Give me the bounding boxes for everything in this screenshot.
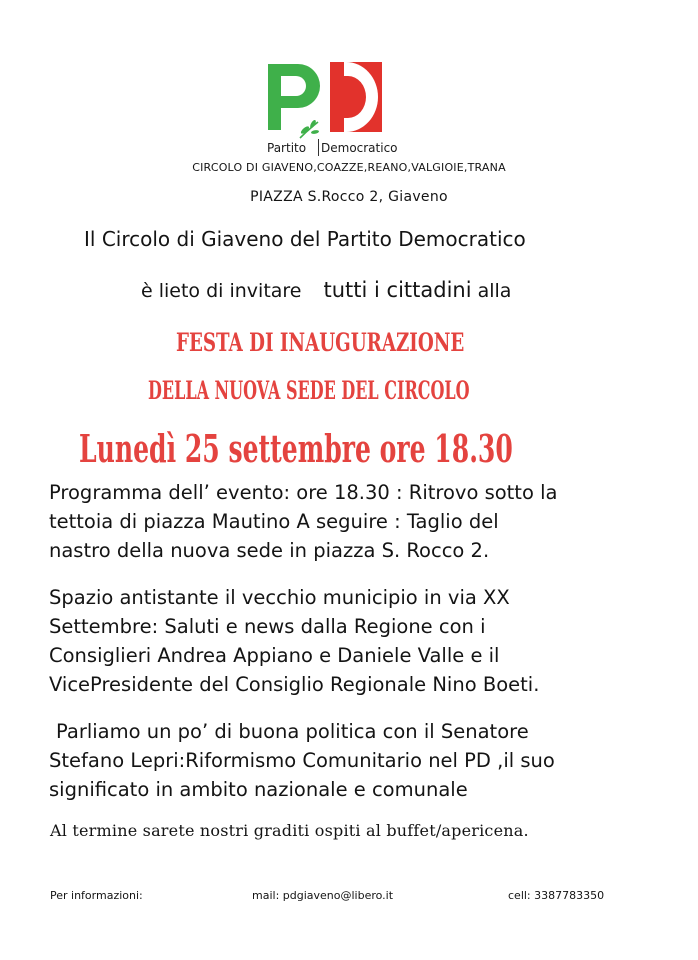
event-date: Lunedì 25 settembre ore 18.30	[79, 426, 513, 471]
footer-mail: mail: pdgiaveno@libero.it	[252, 889, 394, 902]
text-line: Stefano Lepri:Riformismo Comunitario nel PD ,il suo	[49, 749, 555, 772]
text-line: Programma dell’ evento: ore 18.30 : Ritrovo sotto la	[49, 481, 558, 504]
invitation-line-1: Il Circolo di Giaveno del Partito Democratico	[84, 227, 526, 251]
text-line: nastro della nuova sede in piazza S. Rocco 2.	[49, 539, 490, 562]
program-paragraph-2	[49, 583, 539, 699]
text-line: significato in ambito nazionale e comunale	[49, 778, 468, 801]
invitation-line-2	[141, 278, 511, 302]
logo-partito: Partito	[267, 141, 307, 155]
text-line: tettoia di piazza Mautino A seguire : Taglio del	[49, 510, 499, 533]
text-line: Spazio antistante il vecchio municipio in via XX	[49, 586, 510, 609]
footer-cell: cell: 3387783350	[508, 889, 605, 902]
logo-democratico: Democratico	[321, 141, 398, 155]
logo-divider	[318, 139, 319, 156]
address: PIAZZA S.Rocco 2, Giaveno	[250, 189, 448, 205]
olive-branch-icon	[296, 118, 322, 140]
text-line: Parliamo un po’ di buona politica con il Senatore	[56, 720, 529, 743]
program-paragraph-3	[49, 717, 555, 804]
event-title-1: FESTA DI INAUGURAZIONE	[176, 328, 465, 357]
closing-note: Al termine sarete nostri graditi ospiti al buffet/apericena.	[50, 821, 529, 840]
logo-d-shape	[330, 62, 382, 132]
footer-info-label: Per informazioni:	[50, 889, 143, 902]
pd-logo-icon	[268, 62, 382, 132]
invitation-end: alla	[477, 280, 512, 302]
event-title-2: DELLA NUOVA SEDE DEL CIRCOLO	[148, 376, 470, 405]
invitation-text: è lieto di invitare	[141, 280, 302, 302]
invitation-highlight: tutti i cittadini	[323, 278, 472, 302]
program-paragraph-1	[49, 478, 557, 565]
text-line: Settembre: Saluti e news dalla Regione con i	[49, 615, 486, 638]
text-line: VicePresidente del Consiglio Regionale Nino Boeti.	[49, 673, 540, 696]
circolo-name: CIRCOLO DI GIAVENO,COAZZE,REANO,VALGIOIE,TRANA	[192, 161, 506, 174]
text-line: Consiglieri Andrea Appiano e Daniele Valle e il	[49, 644, 500, 667]
